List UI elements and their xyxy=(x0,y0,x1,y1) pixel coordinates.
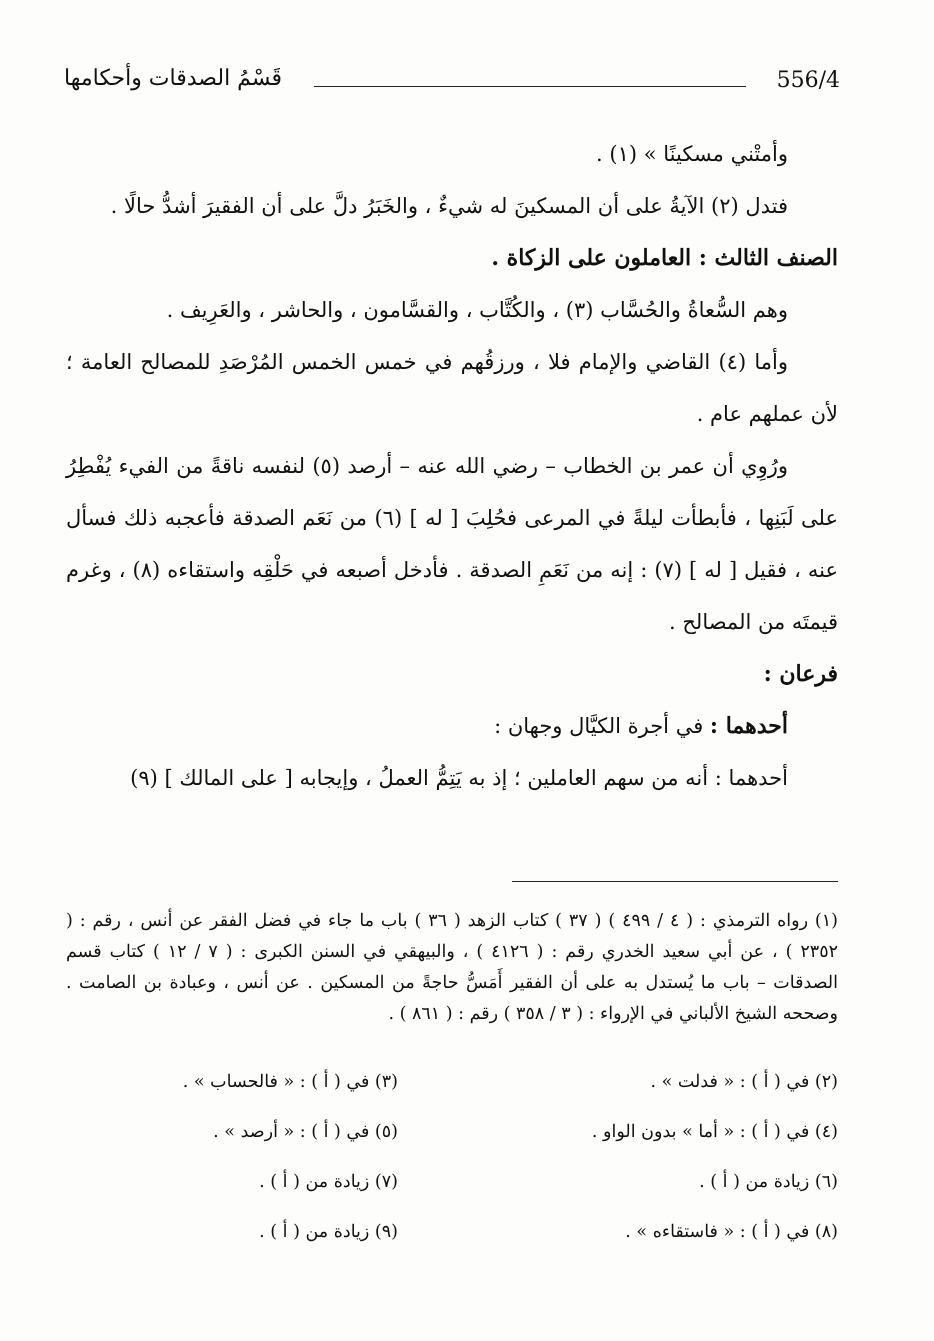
footnote: (٨) في ( أ ) : « فاستقاءه » . xyxy=(625,1222,838,1242)
footnote-1: (١) رواه الترمذي : ( ٤ / ٤٩٩ ) ( ٣٧ ) كتاب الزهد ( ٣٦ ) باب ما جاء في فضل الفقر عن أنس ، رقم : ( ٢٣٥٢ ) ، عن أبي سعيد الخدري رقم : ( ٤١٢٦ ) ، والبيهقي في السنن الكبرى : ( ٧ / ١٢ ) كتاب قسم الصدقات – باب ما يُستدل به على أن الفقير أَمَسُّ حاجةً من المسكين . عن أنس ، وعبادة بن الصامت . وصححه الشيخ الألباني في الإرواء : ( ٣ / ٣٥٨ ) رقم : ( ٨٦١ ) . xyxy=(66,911,838,1024)
paragraph-text: فتدل (٢) الآيةُ على أن المسكينَ له شيءٌ ، والخَبَرُ دلَّ على أن الفقيرَ أشدُّ حالًا . xyxy=(110,194,788,218)
paragraph xyxy=(66,284,838,336)
footnote-row xyxy=(66,1222,838,1272)
footnotes-grid xyxy=(66,1072,838,1272)
paragraph-text: ورُوِي أن عمر بن الخطاب – رضي الله عنه – أرصد (٥) لنفسه ناقةً من الفيء يُفْطِرُ على لَبَنِها ، فأبطأت ليلةً في المرعى فحُلِبَ [ له ] (٦) من نَعَم الصدقة فأعجبه ذلك فسأل عنه ، فقيل [ له ] (٧) : إنه من نَعَمِ الصدقة . فأدخل أصبعه في حَلْقِه واستقاءه (٨) ، وغرم قيمتَه من المصالح . xyxy=(66,454,839,634)
page-number: 556/4 xyxy=(776,68,840,93)
main-text xyxy=(66,128,838,804)
paragraph-text: الصنف الثالث : العاملون على الزكاة . xyxy=(491,245,838,271)
paragraph xyxy=(66,752,838,804)
paragraph-text: وهم السُّعاةُ والحُسَّاب (٣) ، والكُتَّاب ، والقسَّامون ، والحاشر ، والعَرِيف . xyxy=(166,298,788,322)
running-title: قَسْمُ الصدقات وأحكامها xyxy=(64,66,282,91)
paragraph xyxy=(66,440,838,648)
paragraph xyxy=(66,700,838,752)
footnote-row xyxy=(66,1072,838,1122)
footnote: (٤) في ( أ ) : « أما » بدون الواو . xyxy=(591,1122,838,1142)
paragraph-text: أحدهما : أنه من سهم العاملين ؛ إذ به يَتِمُّ العملُ ، وإيجابه [ على المالك ] (٩) xyxy=(130,766,788,790)
footnote-row xyxy=(66,1122,838,1172)
paragraph xyxy=(66,336,838,440)
footnote: (٥) في ( أ ) : « أرصد » . xyxy=(213,1122,398,1142)
paragraph-text: فرعان : xyxy=(763,661,838,687)
footnote-divider xyxy=(512,881,838,882)
paragraph xyxy=(66,180,838,232)
footnote: (٦) زيادة من ( أ ) . xyxy=(699,1172,838,1192)
page-header xyxy=(64,62,840,102)
footnote: (٩) زيادة من ( أ ) . xyxy=(259,1222,398,1242)
paragraph-text: في أجرة الكيَّال وجهان : xyxy=(494,714,710,738)
footnote: (٧) زيادة من ( أ ) . xyxy=(259,1172,398,1192)
paragraph xyxy=(66,232,838,284)
paragraph-text: وأما (٤) القاضي والإمام فلا ، ورزقُهم في خمس الخمس المُرْصَدِ للمصالح العامة ؛ لأن عملهم عام . xyxy=(66,350,838,426)
paragraph-text: وأمتْني مسكينًا » (١) . xyxy=(596,142,788,166)
paragraph-lead: أحدهما : xyxy=(709,713,788,739)
footnote: (٣) في ( أ ) : « فالحساب » . xyxy=(182,1072,398,1092)
paragraph xyxy=(66,128,838,180)
footnote: (٢) في ( أ ) : « فدلت » . xyxy=(650,1072,838,1092)
header-rule xyxy=(314,86,746,87)
footnote-row xyxy=(66,1172,838,1222)
paragraph xyxy=(66,648,838,700)
